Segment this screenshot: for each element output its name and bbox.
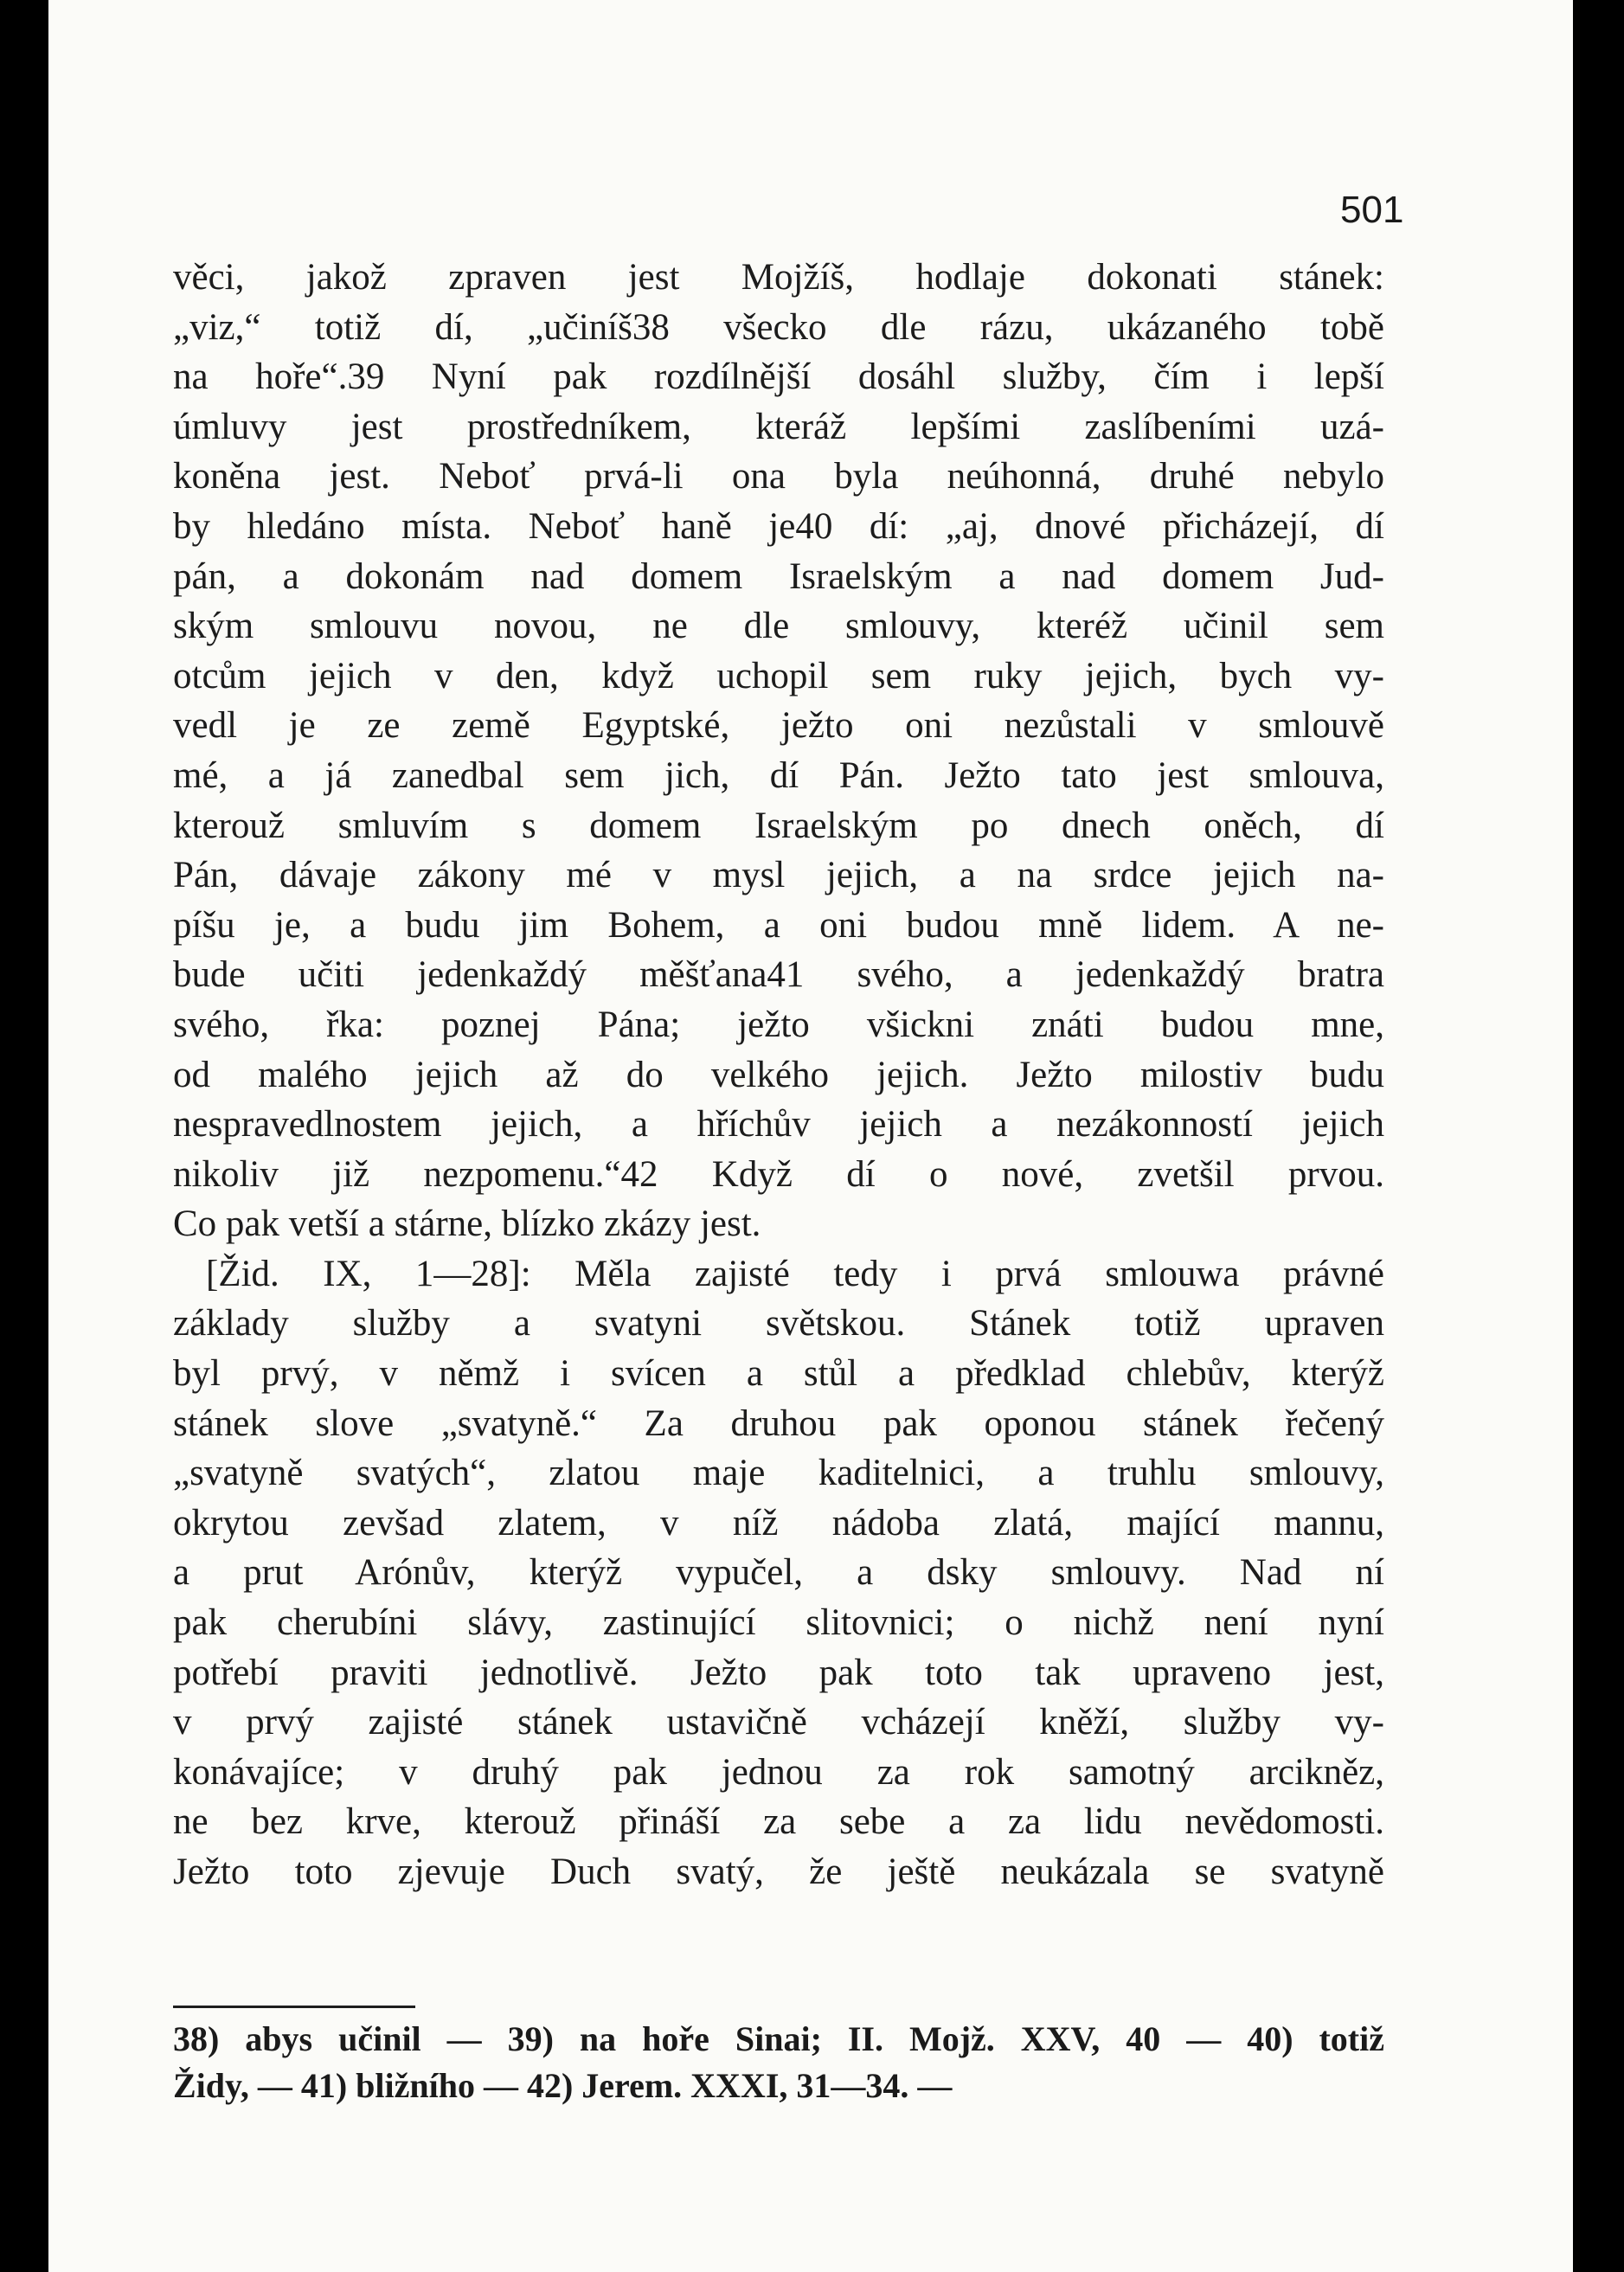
text-line: mé, a já zanedbal sem jich, dí Pán. Ježto tato jest smlouva, [173, 754, 1384, 796]
footnote-divider [173, 2006, 415, 2008]
text-line: ne bez krve, kterouž přináší za sebe a za lidu nevědomosti. [173, 1801, 1384, 1843]
text-line: od malého jejich až do velkého jejich. Ježto milostiv budu [173, 1054, 1384, 1095]
text-line: potřebí praviti jednotlivě. Ježto pak toto tak upraveno jest, [173, 1652, 1384, 1693]
text-line: okrytou zevšad zlatem, v níž nádoba zlatá, mající mannu, [173, 1502, 1384, 1544]
text-line: „viz,“ totiž dí, „učiníš38 všecko dle rázu, ukázaného tobě [173, 306, 1384, 348]
text-line: ským smlouvu novou, ne dle smlouvy, kteréž učinil sem [173, 606, 1384, 647]
text-line: koněna jest. Neboť prvá-li ona byla neúhonná, druhé nebylo [173, 456, 1384, 497]
section-heading-line: [Žid. IX, 1—28]: Měla zajisté tedy i prvá smlouwa právné [206, 1253, 1384, 1294]
text-line: pak cherubíni slávy, zastinující slitovnici; o nichž není nyní [173, 1602, 1384, 1644]
text-line: a prut Arónův, kterýž vypučel, a dsky smlouvy. Nad ní [173, 1552, 1384, 1594]
text-line: bude učiti jedenkaždý měšťana41 svého, a jedenkaždý bratra [173, 954, 1384, 996]
text-line: nikoliv již nezpomenu.“42 Když dí o nové, zvetšil prvou. [173, 1153, 1384, 1195]
page-number: 501 [1340, 189, 1404, 231]
text-line: svého, řka: poznej Pána; ježto všickni znáti budou mne, [173, 1004, 1384, 1045]
text-line: konávajíce; v druhý pak jednou za rok samotný arcikněz, [173, 1751, 1384, 1793]
text-line: Ježto toto zjevuje Duch svatý, že ještě neukázala se svatyně [173, 1852, 1384, 1892]
footnote-line: 38) abys učinil — 39) na hoře Sinai; II. Mojž. XXV, 40 — 40) totiž [173, 2019, 1384, 2058]
text-line: Co pak vetší a stárne, blízko zkázy jest. [173, 1203, 761, 1245]
text-line: kterouž smluvím s domem Israelským po dnech oněch, dí [173, 805, 1384, 846]
text-line: na hoře“.39 Nyní pak rozdílnější dosáhl služby, čím i lepší [173, 356, 1384, 398]
text-line: úmluvy jest prostředníkem, kteráž lepšími zaslíbeními uzá- [173, 406, 1384, 447]
text-line: v prvý zajisté stánek ustavičně vcházejí kněží, služby vy- [173, 1702, 1384, 1743]
main-text-block [173, 253, 1384, 1897]
book-page [48, 0, 1573, 2272]
text-line: Pán, dávaje zákony mé v mysl jejich, a na srdce jejich na- [173, 855, 1384, 896]
footnote-line: Židy, — 41) bližního — 42) Jerem. XXXI, 31—34. — [173, 2066, 953, 2105]
text-line: píšu je, a budu jim Bohem, a oni budou mně lidem. A ne- [173, 904, 1384, 946]
text-line: věci, jakož zpraven jest Mojžíš, hodlaje dokonati stánek: [173, 257, 1384, 298]
text-line: by hledáno místa. Neboť haně je40 dí: „aj, dnové přicházejí, dí [173, 505, 1384, 547]
text-line: pán, a dokonám nad domem Israelským a nad domem Jud- [173, 555, 1384, 597]
footnotes-block [173, 2016, 1384, 2109]
text-line: vedl je ze země Egyptské, ježto oni nezůstali v smlouvě [173, 705, 1384, 747]
text-line: stánek slove „svatyně.“ Za druhou pak oponou stánek řečený [173, 1402, 1384, 1444]
text-line: „svatyně svatých“, zlatou maje kaditelnici, a truhlu smlouvy, [173, 1453, 1384, 1494]
text-line: otcům jejich v den, když uchopil sem ruky jejich, bych vy- [173, 655, 1384, 696]
text-line: základy služby a svatyni světskou. Stánek totiž upraven [173, 1303, 1384, 1345]
text-line: nespravedlnostem jejich, a hříchův jejich a nezákonností jejich [173, 1104, 1384, 1146]
text-line: byl prvý, v němž i svícen a stůl a předklad chlebův, kterýž [173, 1353, 1384, 1395]
